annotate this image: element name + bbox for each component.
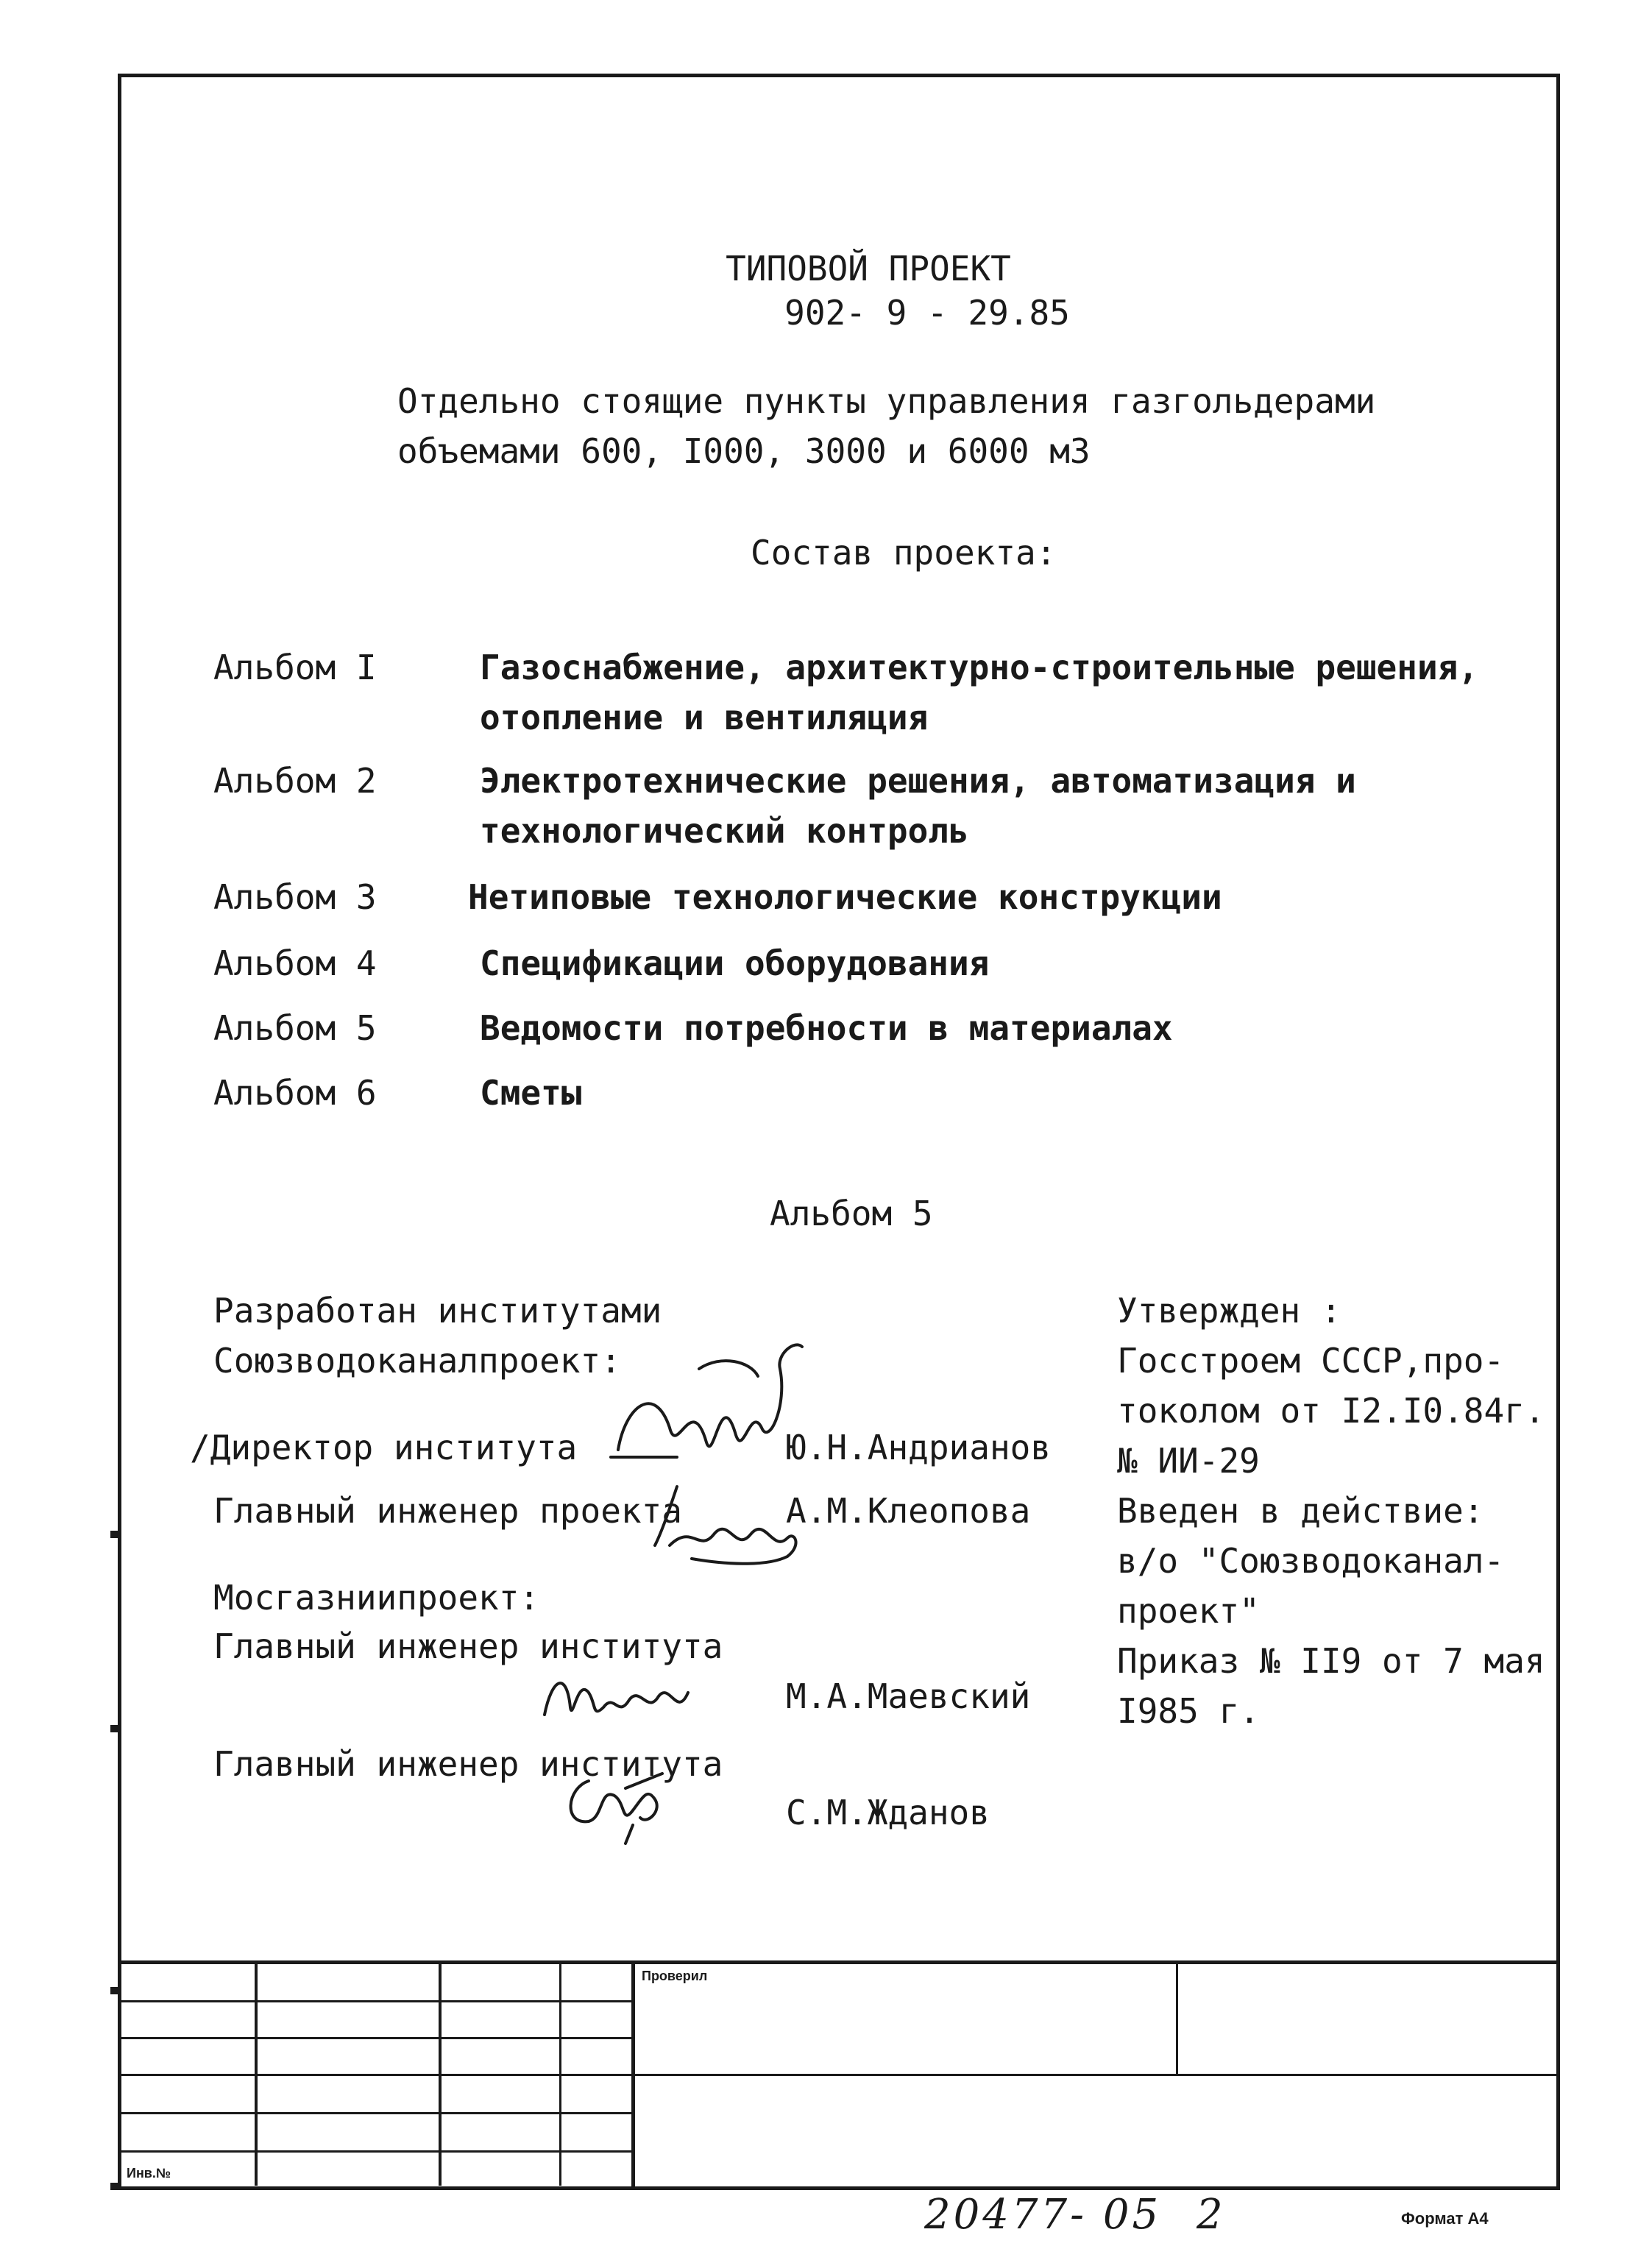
album-title-line: технологический контроль — [480, 811, 969, 851]
chief-engineer-3-role: Главный инженер института — [213, 1744, 723, 1784]
project-number: 902- 9 - 29.85 — [784, 293, 1070, 333]
approval-line: проект" — [1117, 1591, 1260, 1631]
approval-line: Госстроем СССР,про- — [1117, 1341, 1505, 1381]
director-name: Ю.Н.Андрианов — [786, 1428, 1052, 1467]
album-label: Альбом 3 — [213, 877, 377, 917]
inventory-number-label: Инв.№ — [127, 2166, 171, 2181]
approval-line: в/о "Союзводоканал- — [1117, 1541, 1505, 1581]
title-block-col-rule — [559, 1960, 561, 2186]
title-block-row-rule — [118, 2000, 633, 2002]
composition-heading: Состав проекта: — [751, 533, 1057, 573]
album-label: Альбом 5 — [213, 1008, 377, 1048]
binding-mark — [110, 2183, 118, 2190]
album-label: Альбом I — [213, 648, 377, 687]
signature-chief-engineer-2 — [537, 1648, 699, 1737]
title-block-row-rule — [118, 2037, 633, 2039]
approval-line: I985 г. — [1117, 1691, 1260, 1731]
album-label: Альбом 6 — [213, 1073, 377, 1113]
developers-heading: Разработан институтами — [213, 1291, 662, 1331]
album-title-line: Сметы — [480, 1073, 582, 1113]
album-title-line: Нетиповые технологические конструкции — [468, 877, 1222, 917]
developer-org-2: Мосгазниипроект: — [213, 1578, 540, 1618]
title-block-col-rule — [439, 1960, 442, 2186]
title-block-col-rule — [255, 1960, 258, 2186]
album-title-line: Спецификации оборудования — [480, 943, 990, 983]
album-label: Альбом 4 — [213, 943, 377, 983]
approval-line: № ИИ-29 — [1117, 1441, 1260, 1481]
album-title-line: Электротехнические решения, автоматизация и — [480, 761, 1356, 801]
signature-chief-engineer — [648, 1472, 809, 1568]
approval-line: Приказ № II9 от 7 мая — [1117, 1641, 1545, 1681]
chief-engineer-3-name: С.М.Жданов — [786, 1793, 990, 1832]
chief-engineer-name: А.М.Клеопова — [786, 1491, 1031, 1531]
director-role: /Директор института — [190, 1428, 578, 1467]
title-block-top-rule — [118, 1960, 1560, 1964]
project-description-line1: Отдельно стоящие пункты управления газгольдерами — [397, 381, 1376, 421]
current-album: Альбом 5 — [770, 1194, 933, 1233]
document-title: ТИПОВОЙ ПРОЕКТ — [726, 249, 1011, 288]
album-title-line: Ведомости потребности в материалах — [480, 1008, 1173, 1048]
title-block-col-rule — [1176, 1960, 1178, 2075]
signature-director — [611, 1339, 802, 1487]
signature-chief-engineer-3 — [559, 1766, 670, 1847]
binding-mark — [110, 1987, 118, 1994]
chief-engineer-2-name: М.А.Маевский — [786, 1676, 1031, 1716]
title-block-col-rule — [631, 1960, 635, 2190]
chief-engineer-2-role: Главный инженер института — [213, 1626, 723, 1666]
approval-line: Утвержден : — [1117, 1291, 1341, 1331]
album-title-line: отопление и вентиляция — [480, 698, 929, 737]
title-block-row-rule — [118, 2074, 1560, 2076]
developer-org-1: Союзводоканалпроект: — [213, 1341, 621, 1381]
album-label: Альбом 2 — [213, 761, 377, 801]
checked-label: Проверил — [642, 1969, 708, 1983]
sheet-number: 2 — [1197, 2191, 1226, 2239]
album-title-line: Газоснабжение, архитектурно-строительные решения, — [480, 648, 1479, 687]
binding-mark — [110, 1725, 118, 1732]
approval-line: Введен в действие: — [1117, 1491, 1484, 1531]
binding-mark — [110, 1531, 118, 1538]
project-description-line2: объемами 600, I000, 3000 и 6000 м3 — [397, 431, 1091, 471]
chief-engineer-role: Главный инженер проекта — [213, 1491, 682, 1531]
approval-line: токолом от I2.I0.84г. — [1117, 1391, 1545, 1431]
title-block-row-rule — [118, 2150, 633, 2153]
title-block-row-rule — [118, 2112, 633, 2114]
paper-format: Формат А4 — [1401, 2209, 1489, 2228]
document-code: 20477- 05 — [924, 2191, 1162, 2239]
